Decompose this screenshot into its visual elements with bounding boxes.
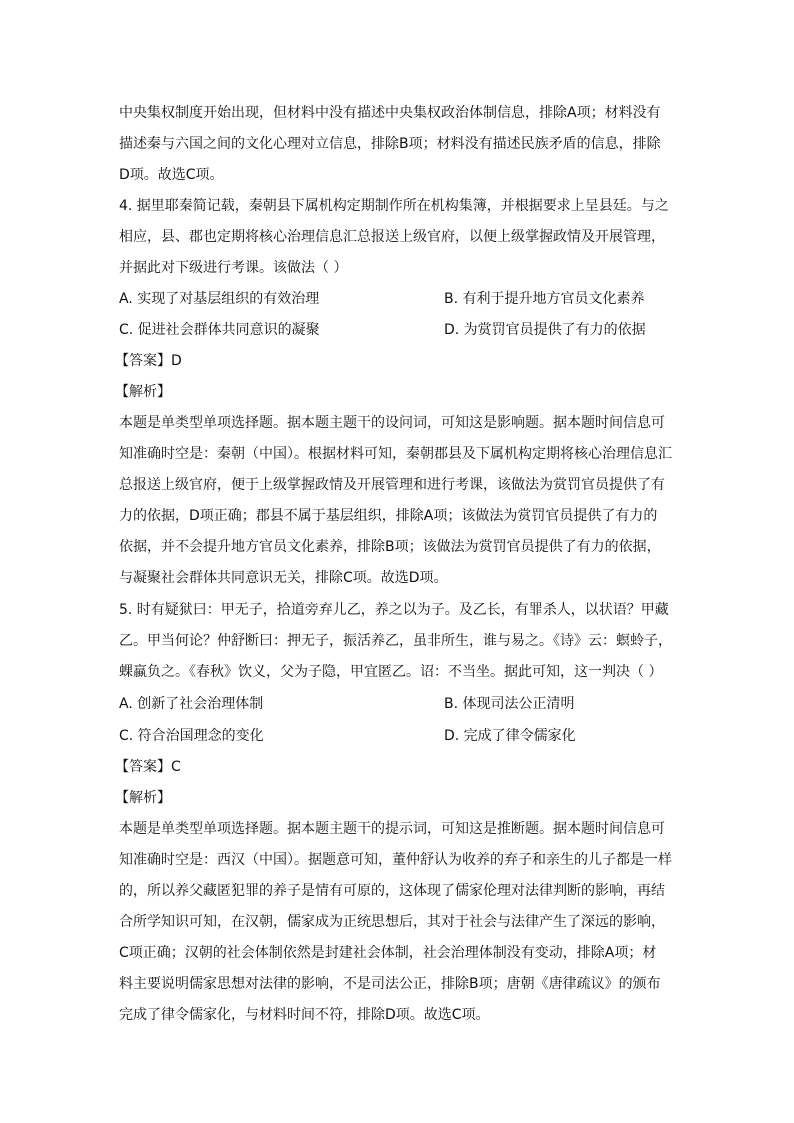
q4-option-a: A. 实现了对基层组织的有效治理 [119,291,320,307]
q4-answer: 【答案】D [115,353,182,369]
q5-analysis-line: 本题是单类型单项选择题。据本题主题干的提示词，可知这是推断题。据本题时间信息可 [119,821,665,837]
q5-option-a: A. 创新了社会治理体制 [119,696,264,712]
q5-analysis-line: 完成了律令儒家化，与材料时间不符，排除D项。故选C项。 [119,1007,490,1023]
q4-analysis-line: 知准确时空是：秦朝（中国）。根据材料可知，秦朝郡县及下属机构定期将核心治理信息汇 [119,446,672,462]
intro-line: D项。故选C项。 [119,167,224,183]
q5-analysis-label: 【解析】 [115,790,171,806]
q5-analysis-line: 料主要说明儒家思想对法律的影响，不是司法公正，排除B项；唐朝《唐律疏议》的颁布 [119,976,661,992]
q4-analysis-line: 总报送上级官府，便于上级掌握政情及开展管理和进行考课，该做法为赏罚官员提供了有 [119,477,665,493]
intro-line: 描述秦与六国之间的文化心理对立信息，排除B项；材料没有描述民族矛盾的信息，排除 [119,136,661,152]
q4-stem-line: 并据此对下级进行考课。该做法（ ） [119,260,348,276]
q5-analysis-line: 的，所以养父藏匿犯罪的养子是情有可原的，这体现了儒家伦理对法律判断的影响，再结 [119,883,665,899]
q4-analysis-line: 本题是单类型单项选择题。据本题主题干的设问词，可知这是影响题。据本题时间信息可 [119,415,665,431]
q4-stem-line: 相应，县、郡也定期将核心治理信息汇总报送上级官府，以便上级掌握政情及开展管理， [119,229,665,245]
q5-option-b: B. 体现司法公正清明 [444,696,575,712]
q4-option-c: C. 促进社会群体共同意识的凝聚 [119,322,320,338]
q4-analysis-label: 【解析】 [115,384,171,400]
q4-analysis-line: 依据，并不会提升地方官员文化素养，排除B项；该做法为赏罚官员提供了有力的依据， [119,539,661,555]
q5-option-d: D. 完成了律令儒家化 [444,728,576,744]
q5-answer: 【答案】C [115,759,181,775]
q4-analysis-line: 力的依据，D项正确；郡县不属于基层组织，排除A项；该做法为赏罚官员提供了有力的 [119,508,658,524]
q5-analysis-line: 知准确时空是：西汉（中国）。据题意可知，董仲舒认为收养的弃子和亲生的儿子都是一样 [119,852,672,868]
q4-option-b: B. 有利于提升地方官员文化素养 [444,291,645,307]
q4-analysis-line: 与凝聚社会群体共同意识无关，排除C项。故选D项。 [119,570,448,586]
intro-line: 中央集权制度开始出现，但材料中没有描述中央集权政治体制信息，排除A项；材料没有 [119,105,661,121]
q5-stem-line: 蜾蠃负之。《春秋》饮义，父为子隐，甲宜匿乙。诏：不当坐。据此可知，这一判决（ ） [119,664,663,680]
q5-analysis-line: C项正确；汉朝的社会体制依然是封建社会体制，社会治理体制没有变动，排除A项；材 [119,945,657,961]
q4-option-d: D. 为赏罚官员提供了有力的依据 [444,322,646,338]
q5-option-c: C. 符合治国理念的变化 [119,728,264,744]
q4-stem-line: 4. 据里耶秦简记载，秦朝县下属机构定期制作所在机构集簿，并根据要求上呈县廷。与之 [119,198,669,214]
q5-analysis-line: 合所学知识可知，在汉朝，儒家成为正统思想后，其对于社会与法律产生了深远的影响， [119,914,665,930]
q5-stem-line: 乙。甲当何论？仲舒断曰：押无子，振活养乙，虽非所生，谁与易之。《诗》云：螟蛉子， [119,633,672,649]
q5-stem-line: 5. 时有疑狱曰：甲无子，拾道旁弃儿乙，养之以为子。及乙长，有罪杀人，以状语？甲藏 [119,602,669,618]
